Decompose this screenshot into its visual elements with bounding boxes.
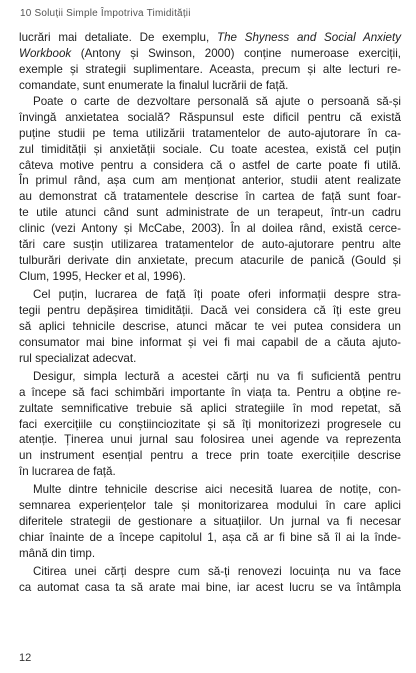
text-segment: faci exercițiile cu conștiinciozitate și să îți monitorizezi progresele cu <box>19 417 401 431</box>
text-line <box>19 401 401 417</box>
text-segment: Clum, 1995, Hecker et al, 1996). <box>19 270 186 284</box>
text-segment: Cel puțin, lucrarea de față îți poate oferi informații despre stra- <box>33 288 401 301</box>
text-line <box>19 94 401 110</box>
text-line <box>19 46 401 62</box>
text-line <box>19 482 401 498</box>
text-line <box>19 369 401 385</box>
body-text <box>19 30 401 596</box>
text-segment: În primul rând, așa cum am menționat anterior, studii atent realizate <box>19 174 401 188</box>
text-segment: tegii pentru depășirea timidității. Dacă vei considera că îți este greu <box>19 303 401 317</box>
text-line <box>19 432 401 448</box>
text-line <box>19 62 401 78</box>
text-segment: te utile atunci când sunt administrate de un terapeut, într-un cadru <box>19 206 401 220</box>
text-segment: puține studii pe tema utilizării tratamentelor de auto-ajutorare în ca- <box>19 126 401 140</box>
text-segment: au demonstrat că tratamentele descrise în cartea de față sunt foar- <box>19 190 401 204</box>
text-line <box>19 335 401 351</box>
text-segment: a începe să faci schimbări importante în viața ta. Pentru a obține re- <box>19 385 401 399</box>
text-line <box>19 126 401 142</box>
text-line <box>19 158 401 174</box>
text-segment: Desigur, simpla lectură a acestei cărți nu va fi suficientă pentru <box>33 369 401 383</box>
text-segment: semnarea experiențelor tale și monitorizarea modului în care aplici <box>19 499 401 513</box>
text-line <box>19 287 401 303</box>
text-line <box>19 530 401 546</box>
text-segment: tări care susțin utilizarea tratamentelor de auto-ajutorare pentru alte <box>19 238 401 252</box>
text-line <box>19 110 401 126</box>
text-line <box>19 448 401 464</box>
text-segment: chiar înainte de a începe capitolul 1, așa că ar fi bine să îl ai la înde- <box>19 531 401 545</box>
running-head: 10 Soluții Simple Împotriva Timidității <box>20 8 191 19</box>
text-line <box>19 498 401 514</box>
text-line <box>19 319 401 335</box>
text-line <box>19 546 401 562</box>
text-segment: Poate o carte de dezvoltare personală să ajute o persoană să-și <box>33 94 401 108</box>
text-segment: ca automat casa ta să arate mai bine, iar acest lucru se va întâmpla <box>19 580 401 594</box>
text-segment: diferitele strategii de gestionare a situațiilor. Un jurnal va fi necesar <box>19 515 401 529</box>
text-segment: consumator mai bine informat și vei fi mai capabil de a căuta ajuto- <box>19 335 401 349</box>
text-line <box>19 205 401 221</box>
text-segment: să aplici tehnicile descrise, atunci măcar te vei putea considera un <box>19 319 401 333</box>
text-segment: un instrument esențial pentru a trece prin toate exercițiile descrise <box>19 449 401 463</box>
text-line <box>19 514 401 530</box>
text-line <box>19 221 401 237</box>
book-title: The Shyness and Social Anxiety <box>216 31 401 44</box>
text-segment: câteva motive pentru a considera că o astfel de carte poate fi utilă. <box>19 158 401 172</box>
text-line <box>19 564 401 580</box>
page-number: 12 <box>19 652 32 664</box>
text-segment: în lucrarea de față. <box>19 465 116 479</box>
text-segment: rul specializat adecvat. <box>19 351 137 365</box>
text-line <box>19 189 401 205</box>
text-segment: comandate, sunt enumerate la finalul lucrării de față. <box>19 78 289 92</box>
text-line <box>19 237 401 253</box>
text-line <box>19 464 401 480</box>
text-segment: clinic (vezi Antony și McCabe, 2003). În al doilea rând, există cercе- <box>19 222 401 236</box>
text-segment: lucrări mai detaliate. De exemplu, <box>19 31 217 44</box>
text-segment: Multe dintre tehnicile descrise aici necesită luarea de notițe, con- <box>33 483 401 497</box>
text-segment: învingă anxietatea socială? Răspunsul este dificil pentru că există <box>19 110 401 124</box>
text-line <box>19 351 401 367</box>
text-line <box>19 303 401 319</box>
text-line <box>19 253 401 269</box>
text-line <box>19 30 401 46</box>
text-line <box>19 385 401 401</box>
text-segment: mână din timp. <box>19 547 96 560</box>
text-segment: tulburări derivate din anxietate, precum atacurile de panică (Gould și <box>19 254 401 268</box>
text-segment: atenție. Ținerea unui jurnal sau folosirea unei agende va reprezenta <box>19 433 401 447</box>
book-title: Workbook <box>19 46 72 60</box>
text-line <box>19 142 401 158</box>
text-segment: zul timidității și anxietății sociale. Cu toate acestea, există cel puțin <box>19 142 401 156</box>
text-line <box>19 580 401 596</box>
text-line <box>19 269 401 285</box>
text-segment: exemple și strategii suplimentare. Aceasta, precum și alte lecturi re- <box>19 62 401 76</box>
text-segment: Citirea unei cărți despre cum să-ți renovezi locuința nu va face <box>33 564 401 578</box>
text-line <box>19 417 401 433</box>
text-segment: zultate semnificative trebuie să aplici strategiile în mod repetat, să <box>19 401 401 415</box>
text-line <box>19 173 401 189</box>
text-segment: (Antony și Swinson, 2000) conține numeroase exerciții, <box>71 46 401 60</box>
text-line <box>19 78 401 94</box>
